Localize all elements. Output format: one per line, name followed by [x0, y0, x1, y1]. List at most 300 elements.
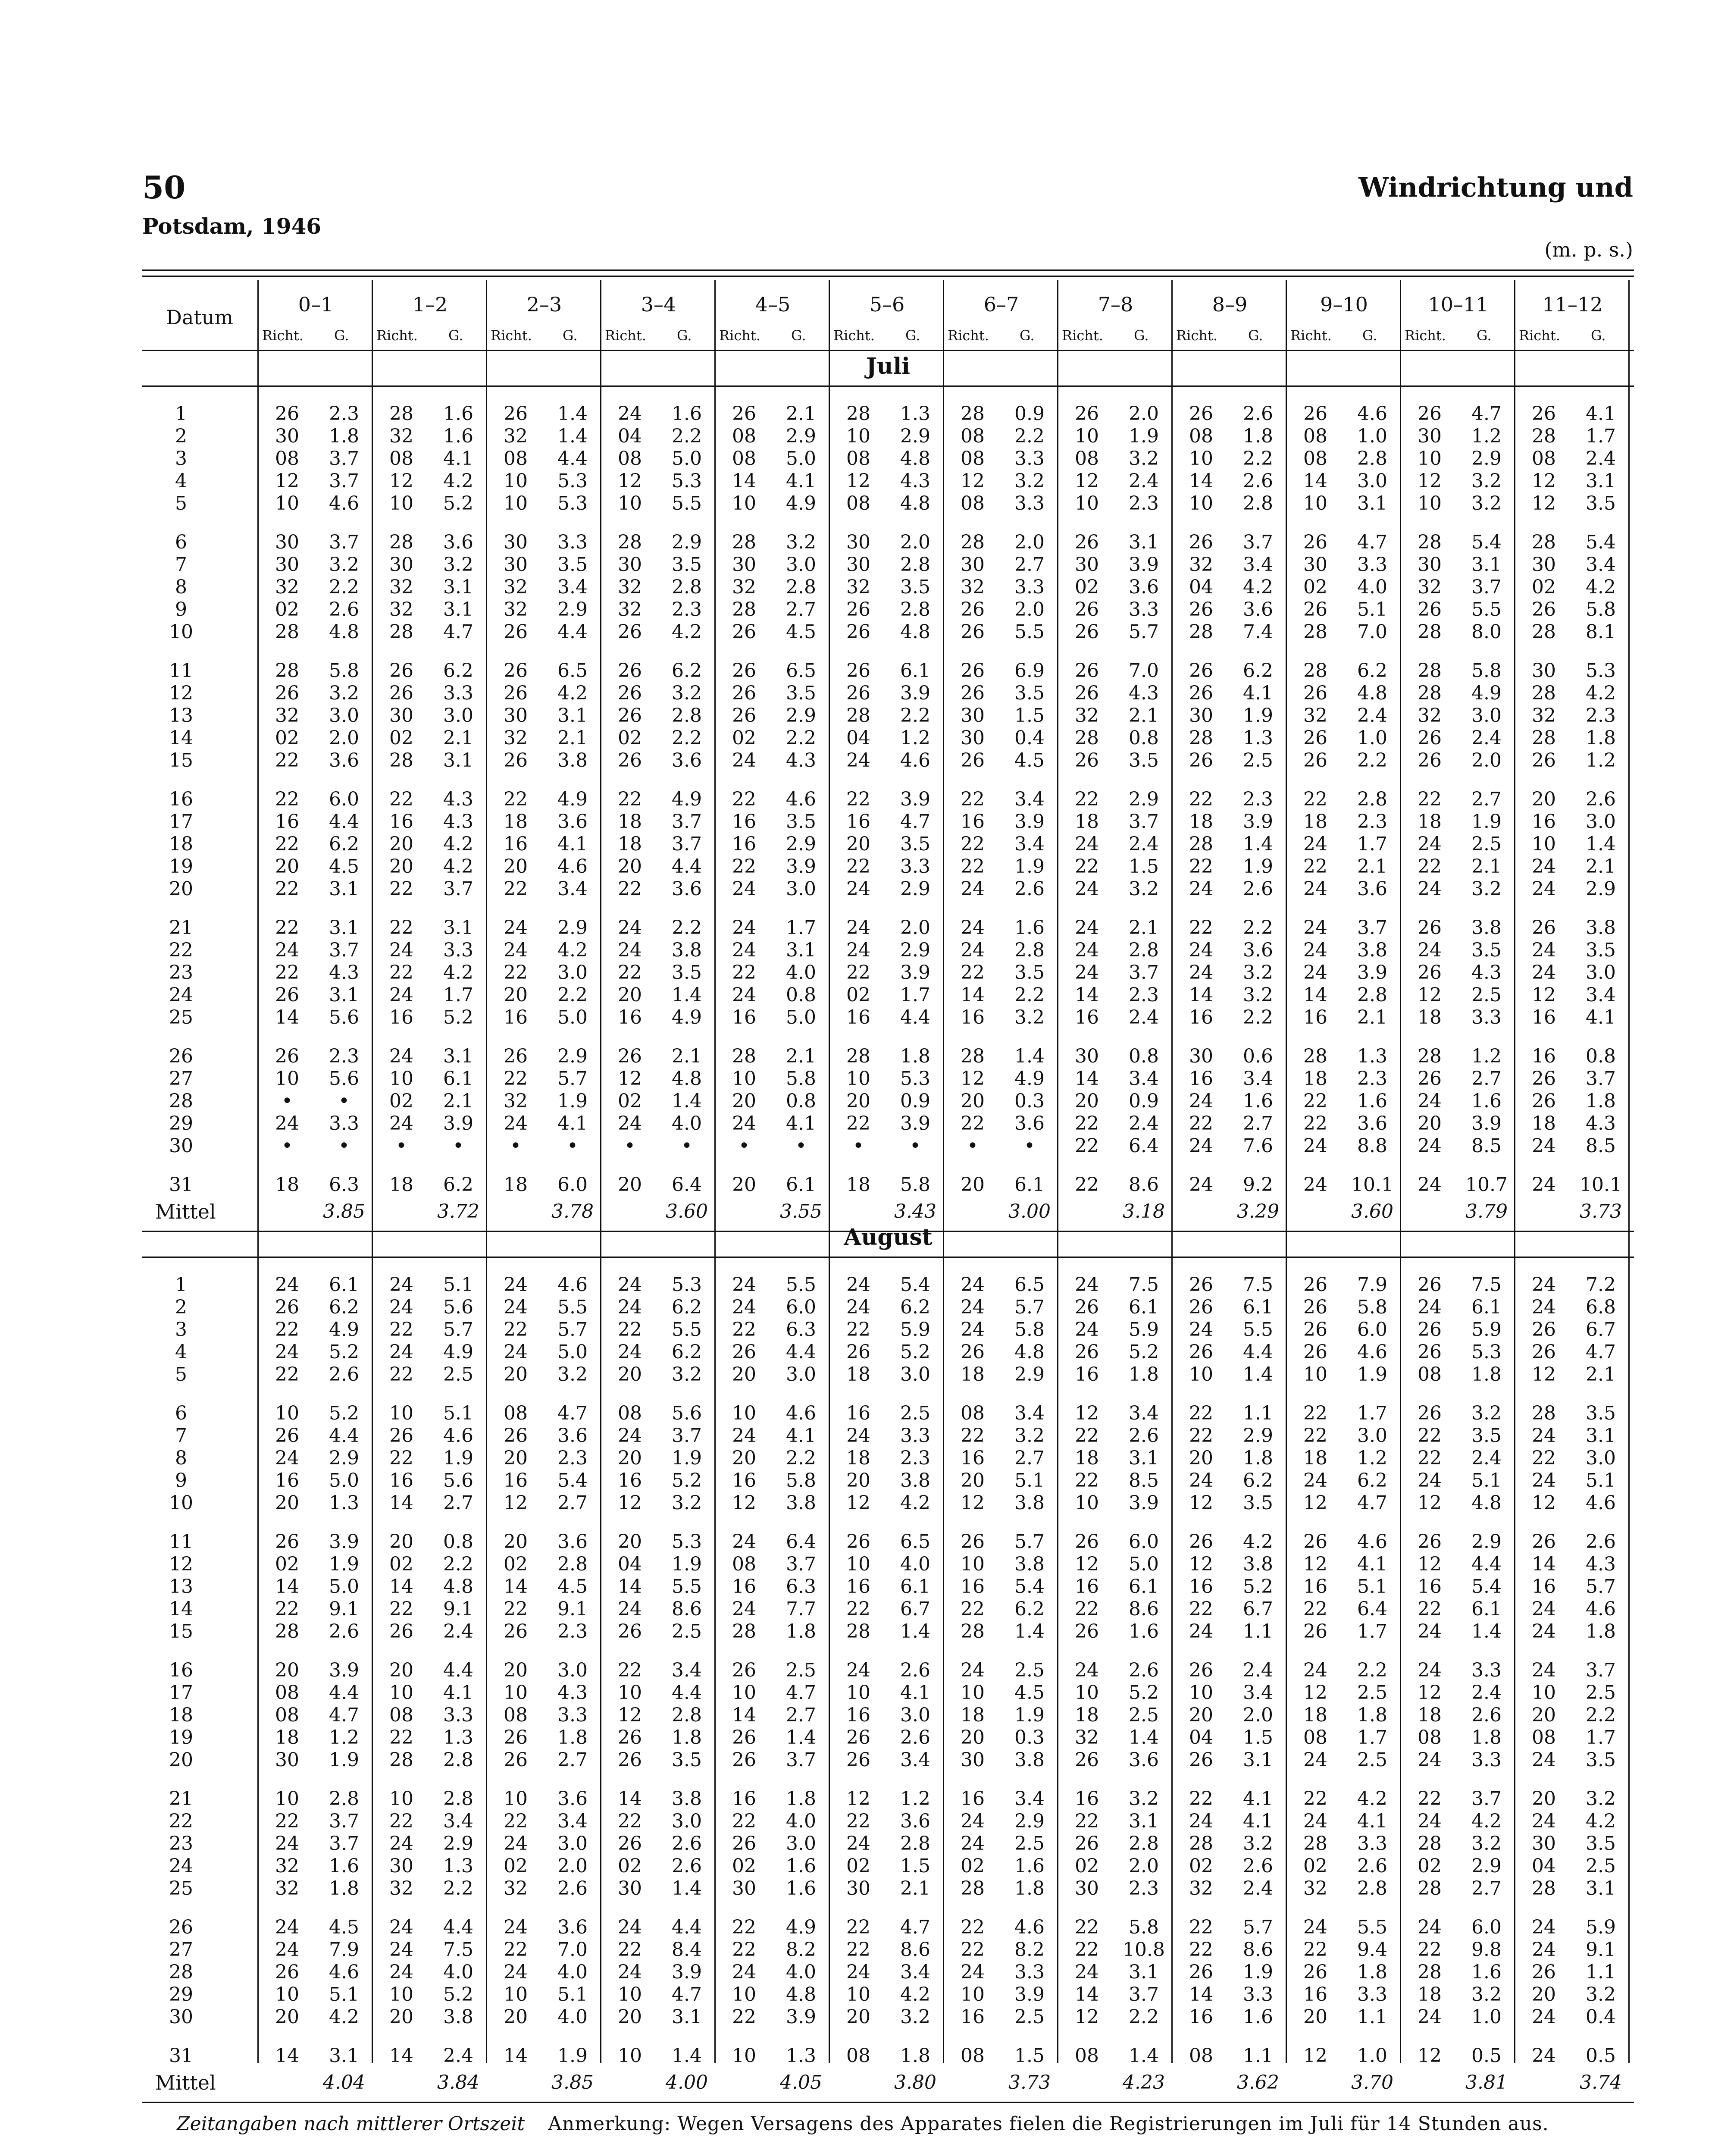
- direction-cell: 26: [618, 1749, 642, 1771]
- direction-cell: 12: [846, 1788, 870, 1810]
- direction-cell: 32: [1189, 1877, 1213, 1899]
- direction-cell: 26: [275, 1961, 299, 1983]
- table-row: [142, 660, 1634, 682]
- direction-cell: 08: [1303, 448, 1327, 470]
- direction-cell: 22: [1189, 1788, 1213, 1810]
- direction-cell: 20: [504, 2006, 528, 2028]
- speed-cell: 7.9: [1357, 1274, 1387, 1296]
- direction-cell: 16: [961, 1006, 985, 1028]
- speed-cell: 3.6: [1357, 878, 1387, 900]
- direction-cell: 26: [504, 1727, 528, 1749]
- speed-cell: 6.1: [900, 660, 930, 682]
- direction-cell: 22: [1418, 1788, 1442, 1810]
- speed-cell: 2.5: [1014, 2006, 1045, 2028]
- wind-table: [142, 270, 1634, 2094]
- speed-cell: 8.5: [1129, 1470, 1159, 1492]
- speed-cell: 1.8: [1357, 1704, 1387, 1726]
- direction-cell: 22: [961, 788, 985, 810]
- page-heading: Windrichtung und: [1358, 172, 1633, 203]
- speed-cell: 3.3: [1357, 554, 1387, 576]
- direction-cell: 08: [1418, 1363, 1442, 1385]
- direction-cell: 26: [1418, 1068, 1442, 1090]
- direction-cell: 10: [732, 1682, 756, 1704]
- speed-cell: 2.3: [1357, 1068, 1387, 1090]
- direction-cell: 24: [961, 1810, 985, 1832]
- direction-cell: 28: [389, 1749, 413, 1771]
- speed-cell: 6.0: [557, 1174, 588, 1196]
- speed-cell: 1.6: [1471, 1090, 1502, 1112]
- direction-cell: 08: [1418, 1727, 1442, 1749]
- speed-cell: 2.8: [900, 1833, 930, 1855]
- speed-cell: 4.4: [329, 1425, 359, 1447]
- direction-cell: 24: [389, 1939, 413, 1961]
- speed-cell: 7.7: [786, 1598, 816, 1620]
- direction-cell: 24: [1075, 1659, 1099, 1681]
- speed-cell: 1.3: [329, 1492, 359, 1514]
- direction-cell: 28: [1189, 1833, 1213, 1855]
- direction-cell: 16: [389, 811, 413, 833]
- day-number: 10: [169, 1492, 193, 1514]
- speed-cell: 1.2: [1471, 1045, 1502, 1067]
- direction-cell: 26: [732, 1659, 756, 1681]
- direction-cell: 26: [1303, 682, 1327, 704]
- hour-period-label: 1–2: [412, 293, 448, 316]
- table-row: [142, 1492, 1634, 1514]
- speed-cell: 2.9: [900, 425, 930, 447]
- direction-cell: 22: [732, 1916, 756, 1938]
- direction-cell: 20: [504, 1447, 528, 1469]
- speed-cell: 2.3: [557, 1620, 588, 1642]
- speed-cell: 2.9: [1014, 1363, 1045, 1385]
- speed-cell: 2.7: [786, 599, 816, 620]
- direction-cell: 24: [1418, 1916, 1442, 1938]
- direction-cell: 16: [1418, 1576, 1442, 1598]
- speed-cell: 2.9: [443, 1833, 473, 1855]
- direction-cell: 24: [1189, 878, 1213, 900]
- direction-cell: 08: [1189, 425, 1213, 447]
- direction-cell: 24: [1418, 1135, 1442, 1157]
- direction-cell: 08: [389, 448, 413, 470]
- direction-cell: 28: [1418, 1961, 1442, 1983]
- direction-cell: 08: [275, 1704, 299, 1726]
- direction-cell: 18: [1418, 1984, 1442, 2006]
- speed-cell: 2.2: [329, 576, 359, 598]
- direction-cell: 26: [1418, 1531, 1442, 1553]
- direction-cell: 12: [1303, 1492, 1327, 1514]
- direction-cell: 32: [1303, 705, 1327, 727]
- direction-cell: 26: [1189, 531, 1213, 553]
- direction-cell: 22: [618, 1659, 642, 1681]
- speed-cell: 5.5: [672, 1576, 702, 1598]
- speed-cell: 1.9: [1014, 1704, 1045, 1726]
- speed-cell: 1.8: [1586, 1090, 1616, 1112]
- direction-cell: 02: [275, 1553, 299, 1575]
- direction-cell: 22: [846, 1916, 870, 1938]
- direction-cell: 24: [1418, 1810, 1442, 1832]
- speed-cell: 2.1: [443, 1090, 473, 1112]
- speed-cell: 3.5: [1129, 749, 1159, 771]
- speed-cell: 6.3: [786, 1576, 816, 1598]
- direction-cell: 24: [732, 984, 756, 1006]
- mittel-value: 3.73: [1008, 2071, 1051, 2093]
- direction-cell: 08: [1303, 425, 1327, 447]
- direction-cell: 32: [1075, 1727, 1099, 1749]
- speed-cell: 2.2: [672, 917, 702, 939]
- direction-cell: 22: [1189, 1939, 1213, 1961]
- direction-cell: 02: [618, 1090, 642, 1112]
- speed-cell: 3.6: [557, 1916, 588, 1938]
- direction-cell: 22: [618, 1319, 642, 1341]
- direction-cell: 26: [1075, 1749, 1099, 1771]
- direction-cell: 10: [275, 1402, 299, 1424]
- speed-cell: 2.4: [443, 1620, 473, 1642]
- direction-cell: 02: [1303, 576, 1327, 598]
- speed-cell: 3.0: [557, 1659, 588, 1681]
- speed-cell: 3.2: [1014, 1425, 1045, 1447]
- speed-cell: 2.7: [557, 1749, 588, 1771]
- speed-cell: 3.5: [1586, 1402, 1616, 1424]
- speed-cell: 5.6: [443, 1296, 473, 1318]
- speed-cell: 1.7: [1586, 1727, 1616, 1749]
- speed-cell: 1.9: [557, 1090, 588, 1112]
- speed-cell: 2.1: [1357, 856, 1387, 877]
- direction-cell: 28: [1189, 833, 1213, 855]
- speed-cell: 2.1: [672, 1045, 702, 1067]
- speed-cell: 3.1: [1586, 1877, 1616, 1899]
- speed-cell: 5.5: [1357, 1916, 1387, 1938]
- day-number: 5: [175, 1363, 187, 1385]
- direction-cell: 20: [846, 1470, 870, 1492]
- day-number: 3: [175, 1319, 187, 1341]
- direction-cell: 22: [961, 1112, 985, 1134]
- speed-cell: 3.8: [1014, 1749, 1045, 1771]
- speed-cell: 4.6: [1357, 403, 1387, 425]
- speed-cell: 4.3: [557, 1682, 588, 1704]
- direction-cell: 32: [504, 1877, 528, 1899]
- speed-cell: 4.9: [557, 788, 588, 810]
- direction-cell: 12: [961, 1068, 985, 1090]
- direction-cell: 26: [275, 1531, 299, 1553]
- table-row: [142, 1296, 1634, 1319]
- speed-cell: •: [453, 1135, 464, 1157]
- speed-cell: 3.5: [900, 833, 930, 855]
- direction-cell: 32: [275, 705, 299, 727]
- direction-cell: 12: [1532, 492, 1556, 514]
- speed-cell: 1.9: [1243, 856, 1273, 877]
- speed-cell: 1.5: [1014, 705, 1045, 727]
- speed-cell: 2.6: [329, 599, 359, 620]
- direction-cell: 24: [1418, 2006, 1442, 2028]
- direction-cell: 22: [1303, 856, 1327, 877]
- direction-cell: 16: [275, 1470, 299, 1492]
- direction-cell: 24: [732, 1598, 756, 1620]
- speed-cell: 10.1: [1580, 1174, 1622, 1196]
- speed-cell: 5.8: [1586, 599, 1616, 620]
- direction-cell: 28: [961, 1620, 985, 1642]
- direction-cell: 26: [1075, 1531, 1099, 1553]
- speed-cell: 4.8: [1014, 1341, 1045, 1363]
- speed-cell: 2.5: [1243, 749, 1273, 771]
- speed-cell: 1.4: [900, 1620, 930, 1642]
- direction-cell: 08: [389, 1704, 413, 1726]
- speed-cell: 5.6: [329, 1068, 359, 1090]
- mittel-value: 3.73: [1580, 1200, 1622, 1222]
- speed-cell: 4.4: [900, 1006, 930, 1028]
- direction-cell: 12: [1075, 470, 1099, 492]
- direction-cell: 12: [1418, 470, 1442, 492]
- direction-cell: 02: [1532, 576, 1556, 598]
- speed-cell: 8.8: [1357, 1135, 1387, 1157]
- speed-cell: 5.1: [557, 1984, 588, 2006]
- direction-cell: 22: [1189, 1598, 1213, 1620]
- speed-cell: 3.1: [329, 2045, 359, 2067]
- speed-cell: 4.3: [443, 811, 473, 833]
- direction-cell: 26: [732, 621, 756, 643]
- speed-cell: 3.1: [329, 984, 359, 1006]
- speed-cell: 2.2: [1014, 984, 1045, 1006]
- speed-cell: 5.1: [1014, 1470, 1045, 1492]
- speed-cell: 3.2: [1586, 1788, 1616, 1810]
- direction-cell: 28: [961, 531, 985, 553]
- direction-cell: 12: [961, 470, 985, 492]
- table-header: [142, 280, 1634, 351]
- speed-cell: 1.3: [1357, 1045, 1387, 1067]
- mittel-value: 3.72: [437, 1200, 479, 1222]
- direction-cell: 28: [1532, 1877, 1556, 1899]
- table-row: [142, 749, 1634, 772]
- speed-cell: 8.6: [900, 1939, 930, 1961]
- direction-cell: 28: [1418, 682, 1442, 704]
- speed-cell: 3.5: [1014, 682, 1045, 704]
- direction-cell: 10: [732, 1402, 756, 1424]
- day-number: 17: [169, 1682, 193, 1704]
- day-number: 29: [169, 1984, 193, 2006]
- speed-cell: 2.9: [786, 705, 816, 727]
- direction-cell: 16: [618, 1470, 642, 1492]
- direction-cell: 26: [1532, 1341, 1556, 1363]
- richt-label: Richt.: [1290, 327, 1332, 344]
- speed-cell: 4.2: [443, 856, 473, 877]
- direction-cell: 16: [1303, 1984, 1327, 2006]
- speed-cell: 3.3: [557, 1704, 588, 1726]
- direction-cell: 32: [275, 1855, 299, 1877]
- direction-cell: 26: [618, 1833, 642, 1855]
- speed-cell: 3.6: [1129, 576, 1159, 598]
- speed-cell: 5.8: [786, 1068, 816, 1090]
- speed-cell: 3.1: [672, 2006, 702, 2028]
- direction-cell: 10: [1189, 448, 1213, 470]
- speed-cell: 0.8: [786, 1090, 816, 1112]
- table-row: [142, 1402, 1634, 1425]
- speed-cell: 4.1: [443, 448, 473, 470]
- speed-cell: 5.0: [1129, 1553, 1159, 1575]
- speed-cell: 3.2: [1243, 1833, 1273, 1855]
- direction-cell: 08: [846, 2045, 870, 2067]
- direction-cell: 22: [1189, 1402, 1213, 1424]
- speed-cell: 6.5: [1014, 1274, 1045, 1296]
- speed-cell: 4.2: [1586, 576, 1616, 598]
- table-row: [142, 531, 1634, 554]
- direction-cell: 22: [846, 962, 870, 984]
- direction-cell: 26: [504, 1620, 528, 1642]
- speed-cell: 3.2: [329, 682, 359, 704]
- speed-cell: 8.6: [1129, 1174, 1159, 1196]
- direction-cell: 26: [846, 1749, 870, 1771]
- speed-cell: 4.6: [1586, 1492, 1616, 1514]
- direction-cell: 18: [618, 811, 642, 833]
- direction-cell: 30: [846, 531, 870, 553]
- richt-label: Richt.: [1405, 327, 1446, 344]
- table-row: [142, 1112, 1634, 1135]
- speed-cell: 4.2: [900, 1984, 930, 2006]
- speed-cell: 3.0: [900, 1363, 930, 1385]
- direction-cell: 26: [1075, 1296, 1099, 1318]
- speed-cell: 3.7: [786, 1749, 816, 1771]
- direction-cell: 28: [1418, 1877, 1442, 1899]
- speed-cell: 1.7: [786, 917, 816, 939]
- speed-cell: 6.8: [1586, 1296, 1616, 1318]
- direction-cell: 24: [1418, 1090, 1442, 1112]
- speed-cell: 1.9: [672, 1553, 702, 1575]
- speed-cell: 3.3: [1471, 1749, 1502, 1771]
- table-row: [142, 1659, 1634, 1682]
- direction-cell: 20: [846, 833, 870, 855]
- speed-cell: 4.1: [557, 1112, 588, 1134]
- table-row: [142, 1135, 1634, 1157]
- direction-cell: 26: [1532, 599, 1556, 620]
- speed-cell: 2.8: [900, 554, 930, 576]
- direction-cell: 20: [1189, 1447, 1213, 1469]
- g-label: G.: [1362, 327, 1377, 344]
- direction-cell: 28: [1418, 1833, 1442, 1855]
- speed-cell: 2.6: [329, 1363, 359, 1385]
- direction-cell: 16: [504, 833, 528, 855]
- speed-cell: 5.8: [786, 1470, 816, 1492]
- direction-cell: 30: [961, 705, 985, 727]
- speed-cell: 1.4: [1014, 1620, 1045, 1642]
- direction-cell: 18: [1418, 811, 1442, 833]
- speed-cell: 4.2: [1357, 1788, 1387, 1810]
- speed-cell: 2.7: [786, 1704, 816, 1726]
- richt-label: Richt.: [491, 327, 532, 344]
- day-number: 4: [175, 470, 187, 492]
- direction-cell: 26: [1303, 1531, 1327, 1553]
- speed-cell: 2.5: [672, 1620, 702, 1642]
- speed-cell: 1.8: [1471, 1727, 1502, 1749]
- direction-cell: 16: [618, 1006, 642, 1028]
- direction-cell: 24: [1532, 878, 1556, 900]
- month-bottom-rule: [142, 2102, 1634, 2103]
- direction-cell: 28: [961, 403, 985, 425]
- direction-cell: 24: [275, 1916, 299, 1938]
- speed-cell: 1.9: [329, 1553, 359, 1575]
- speed-cell: 1.2: [1357, 1447, 1387, 1469]
- speed-cell: 3.0: [786, 1363, 816, 1385]
- direction-cell: 26: [1532, 1531, 1556, 1553]
- direction-cell: 18: [389, 1174, 413, 1196]
- speed-cell: 4.8: [1357, 682, 1387, 704]
- speed-cell: 7.5: [1129, 1274, 1159, 1296]
- speed-cell: 4.0: [786, 962, 816, 984]
- speed-cell: 3.2: [672, 682, 702, 704]
- direction-cell: 24: [732, 939, 756, 961]
- speed-cell: 4.8: [329, 621, 359, 643]
- direction-cell: 24: [961, 1296, 985, 1318]
- direction-cell: 28: [275, 660, 299, 682]
- direction-cell: 26: [275, 1296, 299, 1318]
- speed-cell: 3.9: [900, 1112, 930, 1134]
- mittel-value: 4.04: [323, 2071, 365, 2093]
- speed-cell: 4.6: [1357, 1341, 1387, 1363]
- day-number: 26: [169, 1045, 193, 1067]
- mittel-value: 3.78: [551, 1200, 594, 1222]
- direction-cell: 24: [1532, 1135, 1556, 1157]
- direction-cell: 24: [1303, 1749, 1327, 1771]
- speed-cell: 10.8: [1123, 1939, 1165, 1961]
- speed-cell: 3.8: [557, 749, 588, 771]
- speed-cell: 4.9: [786, 492, 816, 514]
- direction-cell: 30: [618, 1877, 642, 1899]
- direction-cell: 30: [389, 1855, 413, 1877]
- direction-cell: 18: [1303, 1447, 1327, 1469]
- speed-cell: 2.4: [1129, 833, 1159, 855]
- direction-cell: 08: [961, 2045, 985, 2067]
- mittel-value: 3.85: [551, 2071, 594, 2093]
- speed-cell: 8.2: [786, 1939, 816, 1961]
- direction-cell: 32: [275, 576, 299, 598]
- direction-cell: 14: [618, 1788, 642, 1810]
- speed-cell: 2.6: [1586, 1531, 1616, 1553]
- speed-cell: 1.6: [1243, 1090, 1273, 1112]
- speed-cell: 1.9: [1357, 1363, 1387, 1385]
- speed-cell: 2.3: [329, 403, 359, 425]
- direction-cell: 02: [846, 984, 870, 1006]
- direction-cell: 22: [389, 1363, 413, 1385]
- table-row: [142, 403, 1634, 425]
- direction-cell: 22: [1075, 856, 1099, 877]
- speed-cell: 5.6: [329, 1006, 359, 1028]
- speed-cell: 4.1: [1243, 682, 1273, 704]
- direction-cell: 02: [389, 1553, 413, 1575]
- direction-cell: 14: [1189, 470, 1213, 492]
- table-row: [142, 1553, 1634, 1576]
- speed-cell: 5.2: [329, 1402, 359, 1424]
- direction-cell: 30: [1189, 705, 1213, 727]
- speed-cell: 2.3: [1129, 492, 1159, 514]
- speed-cell: 5.9: [900, 1319, 930, 1341]
- direction-cell: 20: [1532, 1788, 1556, 1810]
- speed-cell: 8.6: [672, 1598, 702, 1620]
- direction-cell: 24: [1303, 1470, 1327, 1492]
- direction-cell: 18: [1532, 1112, 1556, 1134]
- day-number: 23: [169, 962, 193, 984]
- speed-cell: 4.2: [1243, 576, 1273, 598]
- direction-cell: 24: [504, 939, 528, 961]
- direction-cell: 24: [504, 1833, 528, 1855]
- direction-cell: 22: [732, 962, 756, 984]
- direction-cell: 22: [846, 1810, 870, 1832]
- direction-cell: 28: [1532, 1402, 1556, 1424]
- direction-cell: 28: [846, 1620, 870, 1642]
- mittel-value: 3.80: [894, 2071, 936, 2093]
- direction-cell: 30: [504, 554, 528, 576]
- table-row: [142, 1174, 1634, 1196]
- speed-cell: 4.3: [900, 470, 930, 492]
- direction-cell: 10: [961, 1682, 985, 1704]
- speed-cell: 6.1: [329, 1274, 359, 1296]
- speed-cell: 3.5: [1586, 492, 1616, 514]
- direction-cell: 22: [504, 788, 528, 810]
